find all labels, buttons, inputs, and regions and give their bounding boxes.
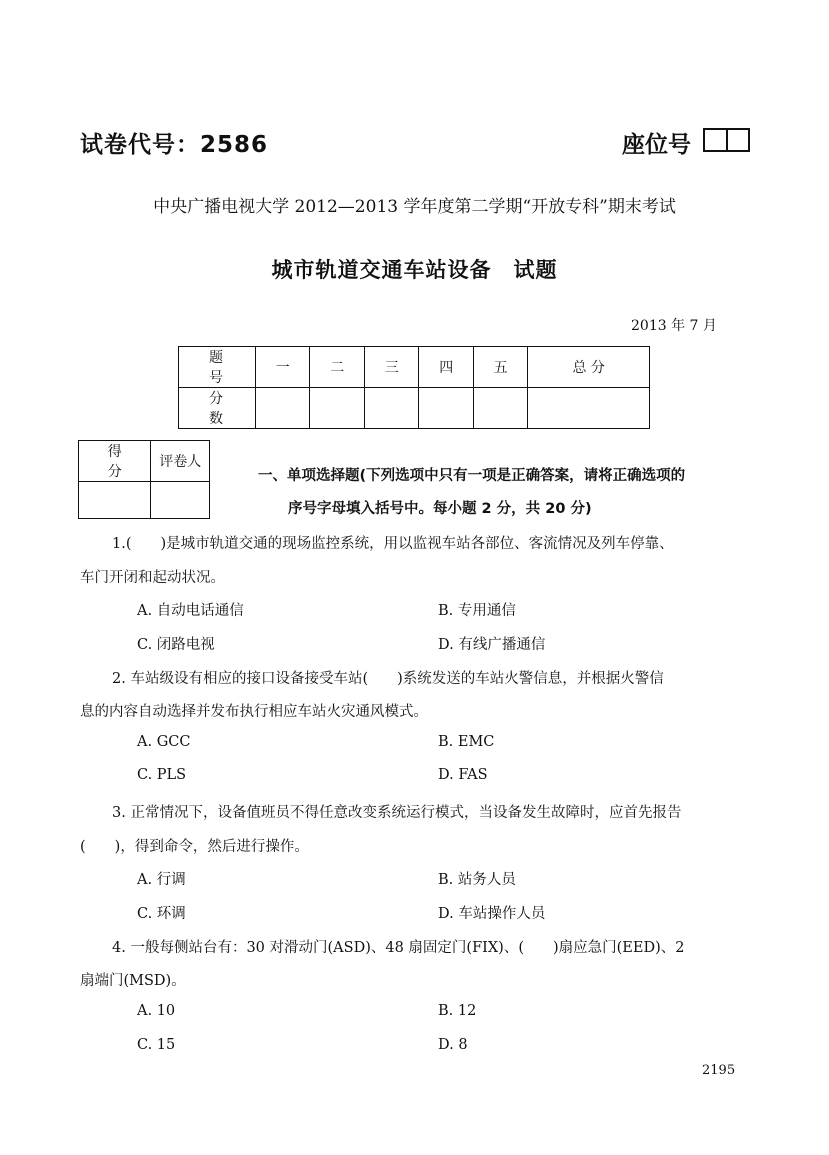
question-3-option-d[interactable]: D. 车站操作人员 — [438, 906, 546, 922]
score-cell[interactable] — [419, 388, 473, 429]
subject-title: 城市轨道交通车站设备 试题 — [271, 258, 558, 282]
grader-score-cell[interactable] — [79, 482, 151, 519]
question-2-option-a[interactable]: A. GCC — [137, 734, 191, 750]
question-2-line-2: 息的内容自动选择并发布执行相应车站火灾通风模式。 — [80, 704, 428, 720]
score-cell[interactable] — [310, 388, 364, 429]
question-3-option-c[interactable]: C. 环调 — [137, 906, 186, 922]
score-table-score-label: 分 数 — [179, 388, 256, 429]
section-instruction-line-2: 序号字母填入括号中。每小题 2 分，共 20 分) — [288, 501, 592, 517]
score-table-col-4: 四 — [419, 347, 473, 388]
score-table — [178, 346, 650, 429]
question-1-option-b[interactable]: B. 专用通信 — [438, 603, 516, 619]
score-table-col-2: 二 — [310, 347, 364, 388]
seat-number-box[interactable] — [703, 128, 750, 152]
question-4-option-c[interactable]: C. 15 — [137, 1037, 176, 1053]
question-2-option-c[interactable]: C. PLS — [137, 767, 187, 783]
question-4-option-a[interactable]: A. 10 — [137, 1003, 176, 1019]
score-table-col-total: 总 分 — [528, 347, 650, 388]
question-2-option-b[interactable]: B. EMC — [438, 734, 495, 750]
grader-table — [78, 440, 210, 519]
grader-table-grader-label: 评卷人 — [151, 441, 210, 482]
score-cell[interactable] — [256, 388, 310, 429]
grader-table-score-label: 得 分 — [79, 441, 151, 482]
score-table-col-5: 五 — [473, 347, 527, 388]
question-1-option-d[interactable]: D. 有线广播通信 — [438, 637, 546, 653]
question-4-line-1: 4. 一般每侧站台有：30 对滑动门(ASD)、48 扇固定门(FIX)、( )扇应急门(EED)、2 — [112, 940, 685, 956]
question-3-line-2: ( )，得到命令，然后进行操作。 — [80, 839, 309, 855]
score-table-header-row — [179, 347, 650, 388]
exam-date: 2013 年 7 月 — [631, 318, 717, 334]
question-1-option-c[interactable]: C. 闭路电视 — [137, 637, 215, 653]
seat-number-label: 座位号 — [622, 132, 691, 158]
grader-name-cell[interactable] — [151, 482, 210, 519]
score-cell[interactable] — [473, 388, 527, 429]
question-3-line-1: 3. 正常情况下，设备值班员不得任意改变系统运行模式，当设备发生故障时，应首先报告 — [112, 805, 682, 821]
exam-title: 中央广播电视大学 2012—2013 学年度第二学期“开放专科”期末考试 — [153, 197, 676, 217]
page-number: 2195 — [702, 1063, 736, 1078]
question-2-option-d[interactable]: D. FAS — [438, 767, 488, 783]
question-2-line-1: 2. 车站级设有相应的接口设备接受车站( )系统发送的车站火警信息，并根据火警信 — [112, 671, 664, 687]
question-1-option-a[interactable]: A. 自动电话通信 — [137, 603, 244, 619]
question-1-line-1: 1.( )是城市轨道交通的现场监控系统，用以监视车站各部位、客流情况及列车停靠、 — [112, 536, 674, 552]
question-3-option-a[interactable]: A. 行调 — [137, 872, 186, 888]
question-4-option-d[interactable]: D. 8 — [438, 1037, 468, 1053]
question-4-option-b[interactable]: B. 12 — [438, 1003, 477, 1019]
score-cell[interactable] — [528, 388, 650, 429]
question-3-option-b[interactable]: B. 站务人员 — [438, 872, 516, 888]
paper-code: 试卷代号：2586 — [80, 132, 269, 158]
section-instruction-line-1: 一、单项选择题(下列选项中只有一项是正确答案，请将正确选项的 — [258, 468, 686, 484]
score-cell[interactable] — [364, 388, 418, 429]
question-1-line-2: 车门开闭和起动状况。 — [80, 570, 225, 586]
score-table-score-row — [179, 388, 650, 429]
score-table-col-3: 三 — [364, 347, 418, 388]
question-4-line-2: 扇端门(MSD)。 — [80, 973, 186, 989]
score-table-header-label: 题 号 — [179, 347, 256, 388]
score-table-col-1: 一 — [256, 347, 310, 388]
